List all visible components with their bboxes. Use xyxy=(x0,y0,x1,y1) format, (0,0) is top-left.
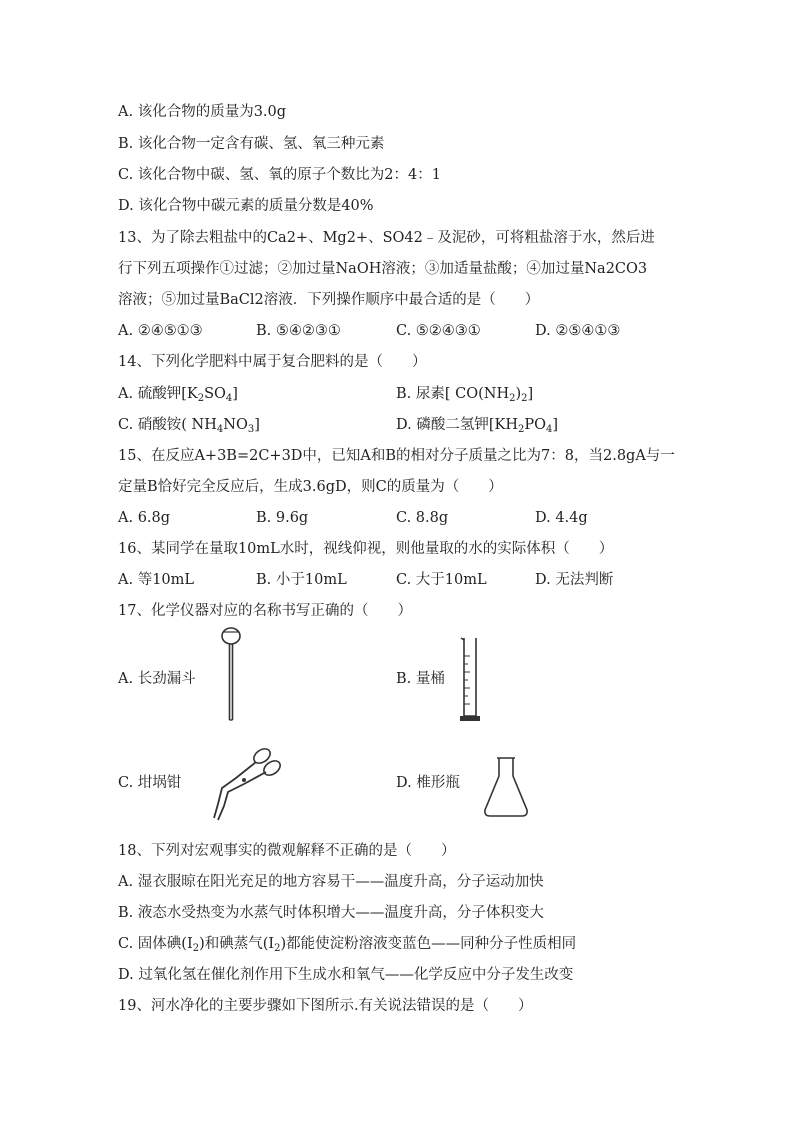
q19-stem: 19、河水净化的主要步骤如下图所示.有关说法错误的是（ ） xyxy=(118,998,533,1014)
q14-option-a: A. 硫酸钾$[K_2SO_4]$ xyxy=(118,386,238,404)
q17-option-c: C. 坩埚钳 xyxy=(118,775,182,791)
q13-stem-line3: 溶液；⑤加过量BaCl2溶液．下列操作顺序中最合适的是（ ） xyxy=(118,292,540,308)
q13-stem-line1: 13、为了除去粗盐中的Ca2+、Mg2+、SO42﹣及泥砂，可将粗盐溶于水，然后进 xyxy=(118,230,655,246)
q12-option-a: A. 该化合物的质量为3.0g xyxy=(118,104,287,120)
q18-option-d: D. 过氧化氢在催化剂作用下生成水和氧气——化学反应中分子发生改变 xyxy=(118,967,574,983)
q17-option-a: A. 长劲漏斗 xyxy=(118,671,196,687)
q16-option-c: C. 大于10mL xyxy=(396,572,487,588)
q13-option-c: C. ⑤②④③① xyxy=(396,323,481,339)
q15-stem-line1: 15、在反应A+3B=2C+3D中，已知A和B的相对分子质量之比为7：8，当2.8gA与一 xyxy=(118,448,675,464)
q15-option-b: B. 9.6g xyxy=(256,510,309,526)
q14-stem: 14、下列化学肥料中属于复合肥料的是（ ） xyxy=(118,354,427,370)
q18-option-c: C. 固体碘$(I_2)$和碘蒸气$(I_2)$都能使淀粉溶液变蓝色——同种分子性质相同 xyxy=(118,936,577,954)
q17-stem: 17、化学仪器对应的名称书写正确的（ ） xyxy=(118,603,412,619)
crucible-tongs-icon xyxy=(206,742,286,822)
q17-option-d: D. 椎形瓶 xyxy=(396,775,460,791)
q18-option-b: B. 液态水受热变为水蒸气时体积增大——温度升高，分子体积变大 xyxy=(118,905,544,921)
q16-option-a: A. 等10mL xyxy=(118,572,195,588)
q15-stem-line2: 定量B恰好完全反应后，生成3.6gD，则C的质量为（ ） xyxy=(118,479,503,495)
q14-option-b: B. 尿素[ $CO(NH_2)_2$] xyxy=(396,386,534,404)
q15-option-a: A. 6.8g xyxy=(118,510,171,526)
q14-option-d: D. 磷酸二氢钾$[KH_2PO_4]$ xyxy=(396,417,559,435)
graduated-cylinder-icon xyxy=(455,636,485,726)
long-neck-funnel-icon xyxy=(212,626,252,726)
q17-option-b: B. 量桶 xyxy=(396,671,445,687)
q14-option-c: C. 硝酸铵( $NH_4NO_3$] xyxy=(118,417,260,435)
q15-option-c: C. 8.8g xyxy=(396,510,449,526)
conical-flask-icon xyxy=(482,756,530,820)
q12-option-c: C. 该化合物中碳、氢、氧的原子个数比为2：4：1 xyxy=(118,167,441,183)
q12-option-d: D. 该化合物中碳元素的质量分数是40% xyxy=(118,198,374,214)
q16-stem: 16、某同学在量取10mL水时，视线仰视，则他量取的水的实际体积（ ） xyxy=(118,541,614,557)
q13-stem-line2: 行下列五项操作①过滤；②加过量NaOH溶液；③加适量盐酸；④加过量Na2CO3 xyxy=(118,261,648,277)
q15-option-d: D. 4.4g xyxy=(535,510,588,526)
q18-option-a: A. 湿衣服晾在阳光充足的地方容易干——温度升高，分子运动加快 xyxy=(118,874,544,890)
q13-option-a: A. ②④⑤①③ xyxy=(118,323,203,339)
q13-option-d: D. ②⑤④①③ xyxy=(535,323,621,339)
q16-option-b: B. 小于10mL xyxy=(256,572,347,588)
q13-option-b: B. ⑤④②③① xyxy=(256,323,341,339)
q16-option-d: D. 无法判断 xyxy=(535,572,614,588)
q18-stem: 18、下列对宏观事实的微观解释不正确的是（ ） xyxy=(118,843,456,859)
q12-option-b: B. 该化合物一定含有碳、氢、氧三种元素 xyxy=(118,136,385,152)
